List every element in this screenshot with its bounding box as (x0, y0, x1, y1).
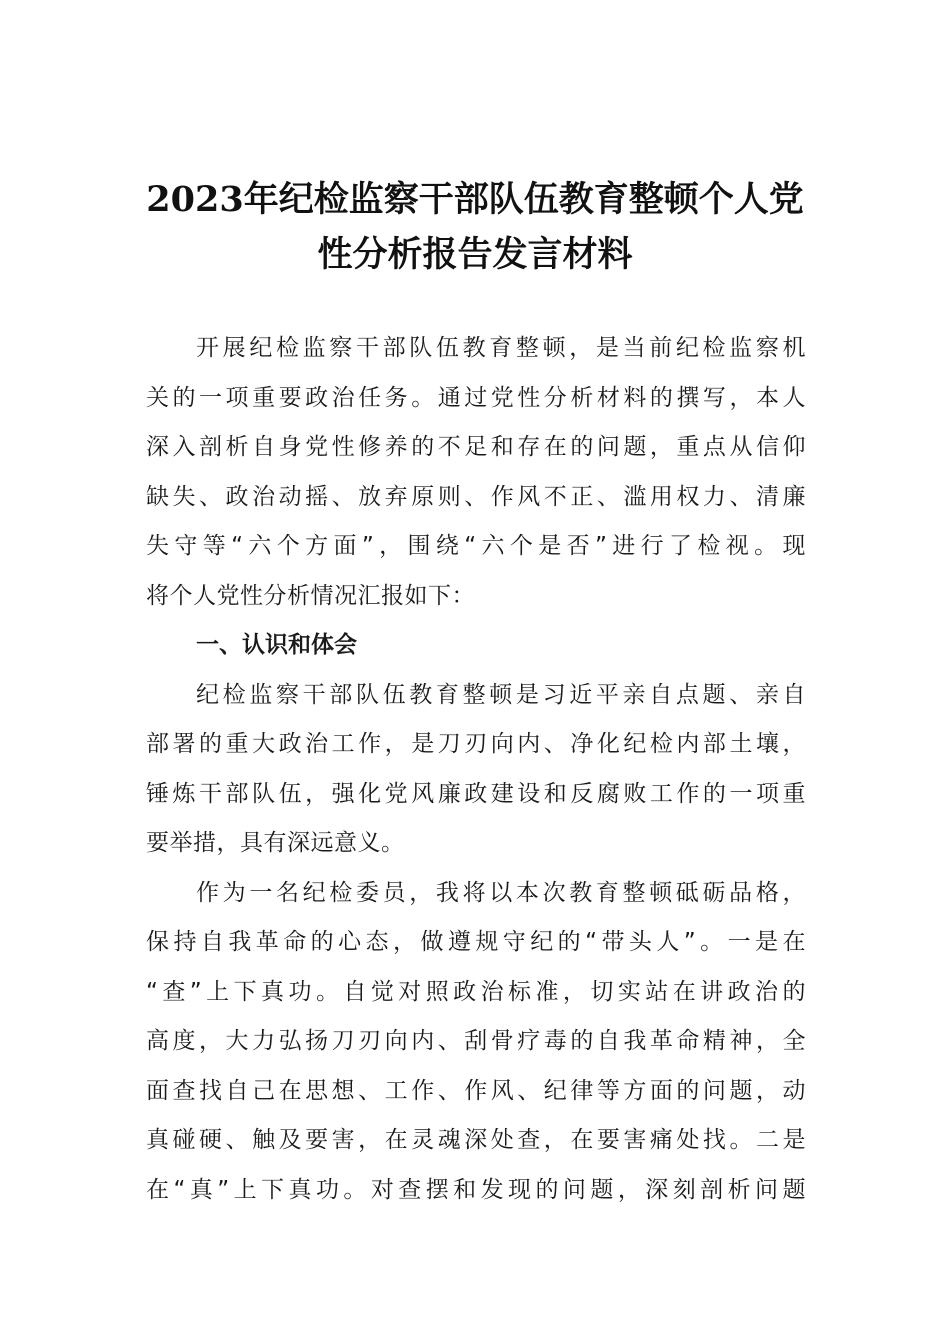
text-line: 失守等“六个方面”，围绕“六个是否”进行了检视。现 (146, 533, 806, 559)
document-body (146, 324, 806, 1215)
body-paragraph (146, 671, 806, 869)
text-line: “查”上下真功。自觉对照政治标准，切实站在讲政治的 (146, 978, 806, 1005)
body-paragraph (146, 869, 806, 1216)
text-line: 真碰硬、触及要害，在灵魂深处查，在要害痛处找。二是 (146, 1127, 806, 1153)
text-line: 开展纪检监察干部队伍教育整顿，是当前纪检监察机 (196, 335, 806, 361)
text-line: 保持自我革命的心态，做遵规守纪的“带头人”。一是在 (146, 929, 806, 955)
section-heading: 一、认识和体会 (196, 632, 357, 658)
text-line: 高度，大力弘扬刀刃向内、刮骨疗毒的自我革命精神，全 (146, 1028, 806, 1054)
text-line: 锤炼干部队伍，强化党风廉政建设和反腐败工作的一项重 (146, 780, 806, 807)
text-line: 将个人党性分析情况汇报如下： (146, 582, 475, 609)
text-line: 深入剖析自身党性修养的不足和存在的问题，重点从信仰 (146, 434, 806, 460)
intro-paragraph (146, 324, 806, 621)
text-line: 关的一项重要政治任务。通过党性分析材料的撰写，本人 (146, 384, 806, 411)
text-line: 纪检监察干部队伍教育整顿是习近平亲自点题、亲自 (196, 681, 806, 708)
text-line: 在“真”上下真功。对查摆和发现的问题，深刻剖析问题 (146, 1176, 806, 1203)
text-line: 要举措，具有深远意义。 (146, 830, 405, 856)
text-line: 面查找自己在思想、工作、作风、纪律等方面的问题，动 (146, 1077, 806, 1104)
document-title (120, 172, 830, 282)
title-line: 性分析报告发言材料 (317, 234, 633, 275)
text-line: 缺失、政治动摇、放弃原则、作风不正、滥用权力、清廉 (146, 483, 806, 510)
text-line: 作为一名纪检委员，我将以本次教育整顿砥砺品格， (196, 879, 806, 906)
text-line: 部署的重大政治工作，是刀刃向内、净化纪检内部土壤， (146, 731, 806, 757)
title-line: 2023年纪检监察干部队伍教育整顿个人党 (146, 179, 804, 220)
